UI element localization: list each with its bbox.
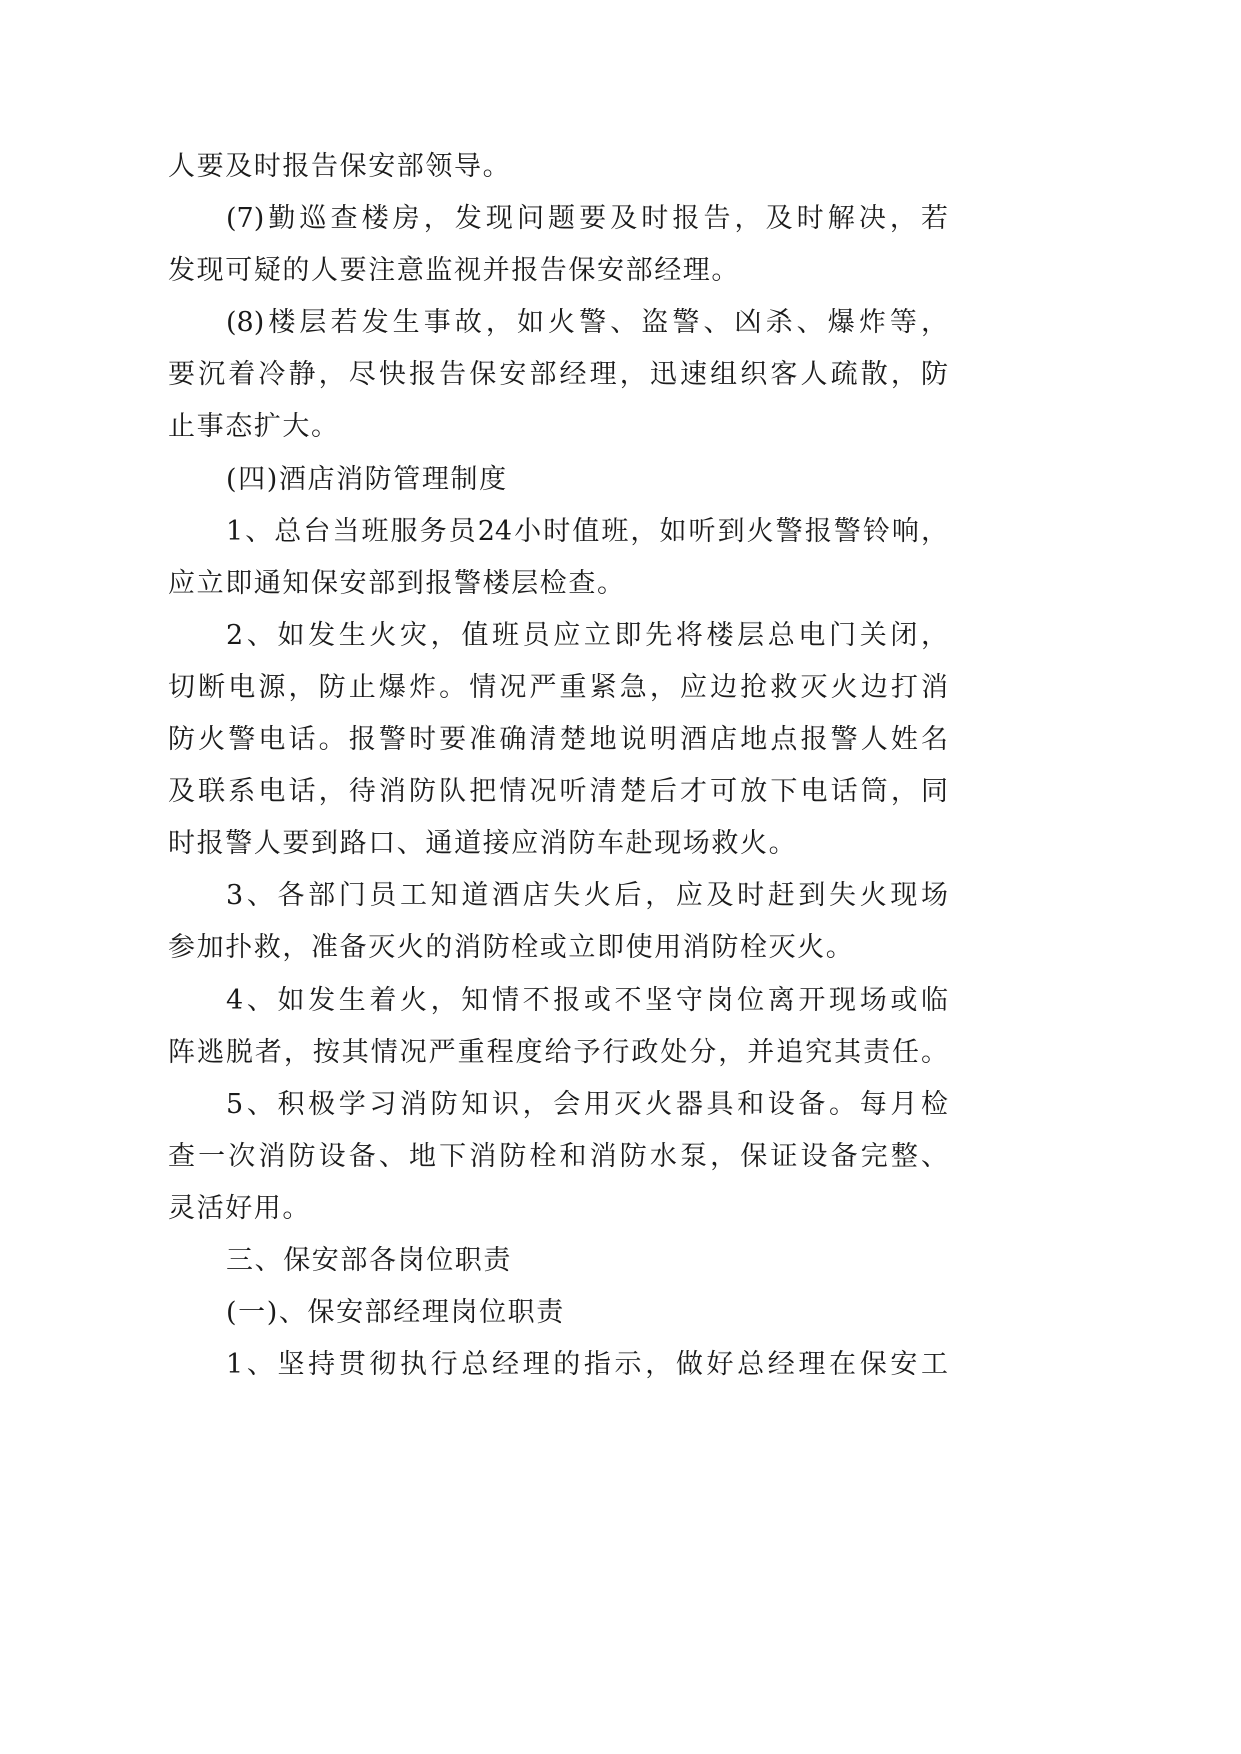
paragraph-first-line: 1、总台当班服务员24小时值班，如听到火警报警铃响， — [226, 515, 948, 547]
body-text — [168, 141, 948, 1391]
text-line: 人要及时报告保安部领导。 — [168, 151, 512, 182]
text-line: 参加扑救，准备灭火的消防栓或立即使用消防栓灭火。 — [168, 932, 855, 964]
text-line: 止事态扩大。 — [168, 411, 340, 443]
text-line: 查一次消防设备、地下消防栓和消防水泵，保证设备完整、 — [168, 1140, 948, 1172]
text-line: 及联系电话，待消防队把情况听清楚后才可放下电话筒，同 — [168, 776, 948, 808]
text-line: 切断电源，防止爆炸。情况严重紧急，应边抢救灭火边打消 — [168, 671, 948, 703]
section-heading: 三、保安部各岗位职责 — [226, 1244, 512, 1276]
text-line: 时报警人要到路口、通道接应消防车赴现场救火。 — [168, 828, 798, 860]
text-line: 要沉着冷静，尽快报告保安部经理，迅速组织客人疏散，防 — [168, 359, 948, 391]
paragraph-first-line: 5、积极学习消防知识，会用灭火器具和设备。每月检 — [226, 1088, 948, 1120]
subsection-heading: (一)、保安部经理岗位职责 — [226, 1297, 565, 1329]
text-line: 应立即通知保安部到报警楼层检查。 — [168, 567, 626, 599]
paragraph-first-line: 4、如发生着火，知情不报或不坚守岗位离开现场或临 — [226, 984, 948, 1016]
text-line: 灵活好用。 — [168, 1192, 311, 1224]
paragraph-first-line: (8)楼层若发生事故，如火警、盗警、凶杀、爆炸等， — [226, 307, 948, 339]
paragraph-first-line: (7)勤巡查楼房，发现问题要及时报告，及时解决，若 — [226, 203, 948, 235]
paragraph-first-line: 1、坚持贯彻执行总经理的指示，做好总经理在保安工 — [226, 1349, 948, 1381]
text-line: 阵逃脱者，按其情况严重程度给予行政处分，并追究其责任。 — [168, 1036, 948, 1068]
paragraph-first-line: 3、各部门员工知道酒店失火后，应及时赶到失火现场 — [226, 880, 948, 912]
section-heading: (四)酒店消防管理制度 — [226, 463, 508, 495]
paragraph-first-line: 2、如发生火灾，值班员应立即先将楼层总电门关闭， — [226, 619, 948, 651]
text-line: 防火警电话。报警时要准确清楚地说明酒店地点报警人姓名 — [168, 724, 948, 756]
text-line: 发现可疑的人要注意监视并报告保安部经理。 — [168, 255, 740, 287]
